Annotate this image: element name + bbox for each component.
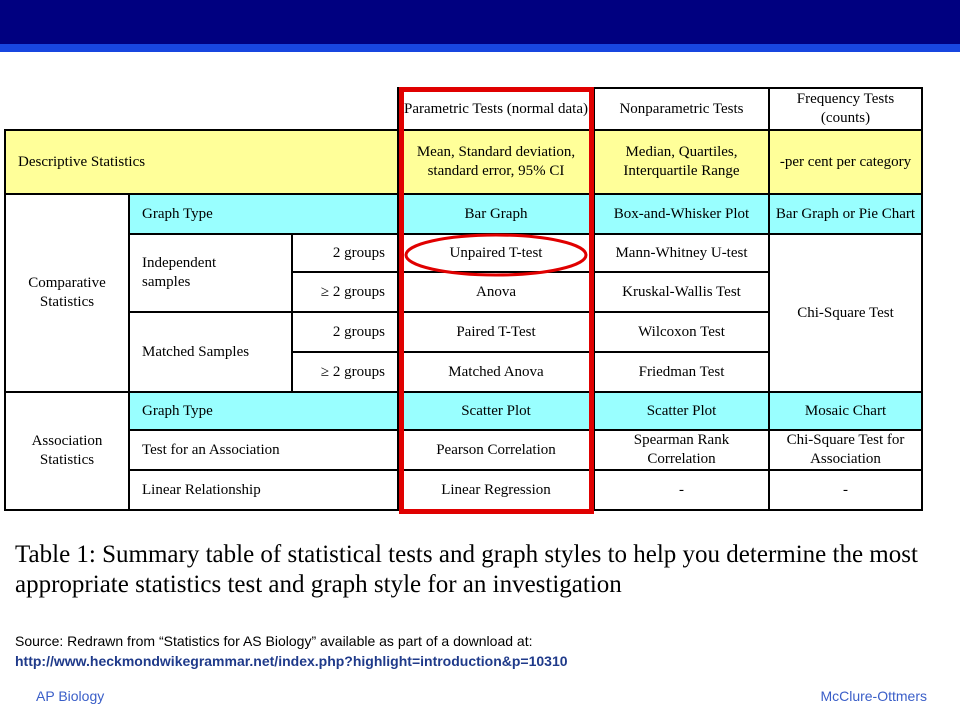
kruskal-wallis-text: Kruskal-Wallis Test [622,283,741,300]
association-graph-type-text: Graph Type [142,402,213,419]
mann-whitney [593,233,770,273]
independent-two-groups [291,233,399,273]
matched-ge-two-groups-text: ≥ 2 groups [320,363,385,380]
test-association-text: Test for an Association [142,441,280,458]
matched-ge-two-groups [291,351,399,393]
unpaired-ttest-text: Unpaired T-test [449,244,543,261]
friedman [593,351,770,393]
scatter-parametric-text: Scatter Plot [461,402,531,419]
wilcoxon-text: Wilcoxon Test [638,323,725,340]
descriptive-label-text: Descriptive Statistics [18,153,146,170]
test-association [128,429,399,471]
mann-whitney-text: Mann-Whitney U-test [615,244,748,261]
matched-anova-text: Matched Anova [448,363,544,380]
comparative-graph-frequency-text: Bar Graph or Pie Chart [775,205,916,222]
independent-ge-two-groups [291,271,399,313]
chi-square-test [768,233,923,393]
association-label-text: Association Statistics [31,433,103,468]
comparative-label-text: Comparative Statistics [28,275,106,310]
association-graph-type [128,391,399,431]
dash-nonparametric-text: - [679,481,684,498]
descriptive-label [4,129,399,195]
header-nonparametric [593,87,770,131]
slide-header-bar [0,0,960,52]
independent-samples [128,233,293,313]
scatter-nonparametric [593,391,770,431]
mosaic-chart [768,391,923,431]
matched-two-groups-text: 2 groups [332,323,385,340]
independent-samples-text: Independent samples [142,255,217,290]
scatter-nonparametric-text: Scatter Plot [646,402,717,419]
linear-regression-text: Linear Regression [441,481,551,498]
descriptive-parametric-text: Mean, Standard deviation, standard error, 95% CI [416,144,576,179]
descriptive-nonparametric [593,129,770,195]
chi-square-association-text: Chi-Square Test for Association [786,432,905,467]
comparative-graph-parametric-text: Bar Graph [464,205,528,222]
linear-relationship [128,469,399,511]
header-parametric-text: Parametric Tests (normal data) [403,100,589,117]
footer-left: AP Biology [36,688,105,704]
kruskal-wallis [593,271,770,313]
dash-frequency-text: - [843,481,848,498]
comparative-label [4,193,130,393]
pearson-text: Pearson Correlation [436,441,556,458]
independent-two-groups-text: 2 groups [332,244,385,261]
linear-relationship-text: Linear Relationship [142,481,261,498]
dash-nonparametric [593,469,770,511]
spearman-text: Spearman Rank Correlation [633,432,730,467]
comparative-graph-nonparametric [593,193,770,235]
association-label [4,391,130,511]
spearman [593,429,770,471]
parametric-highlight-box [399,87,594,514]
source-link[interactable]: http://www.heckmondwikegrammar.net/index.php?highlight=introduction&p=10310 [15,653,568,669]
friedman-text: Friedman Test [638,363,725,380]
matched-samples [128,311,293,393]
dash-frequency [768,469,923,511]
mosaic-chart-text: Mosaic Chart [804,402,887,419]
header-nonparametric-text: Nonparametric Tests [619,100,744,117]
chi-square-association [768,429,923,471]
comparative-graph-type-text: Graph Type [142,205,213,222]
header-frequency-text: Frequency Tests (counts) [796,91,895,126]
table-caption: Table 1: Summary table of statistical tests and graph styles to help you determine the most appropriate statistics test and graph style for an investigation [15,541,918,598]
header-frequency [768,87,923,131]
comparative-graph-frequency [768,193,923,235]
source-text: Source: Redrawn from “Statistics for AS Biology” available as part of a download at: [15,633,533,649]
comparative-graph-type [128,193,399,235]
wilcoxon [593,311,770,353]
unpaired-ttest-highlight-ellipse [403,232,589,278]
anova-text: Anova [476,283,516,300]
paired-ttest-text: Paired T-Test [456,323,536,340]
footer-right: McClure-Ottmers [820,688,927,704]
chi-square-test-text: Chi-Square Test [797,304,894,321]
comparative-graph-nonparametric-text: Box-and-Whisker Plot [613,205,750,222]
descriptive-nonparametric-text: Median, Quartiles, Interquartile Range [623,144,740,179]
descriptive-frequency [768,129,923,195]
matched-two-groups [291,311,399,353]
matched-samples-text: Matched Samples [142,343,250,360]
independent-ge-two-groups-text: ≥ 2 groups [320,283,385,300]
descriptive-frequency-text: -per cent per category [779,153,912,170]
